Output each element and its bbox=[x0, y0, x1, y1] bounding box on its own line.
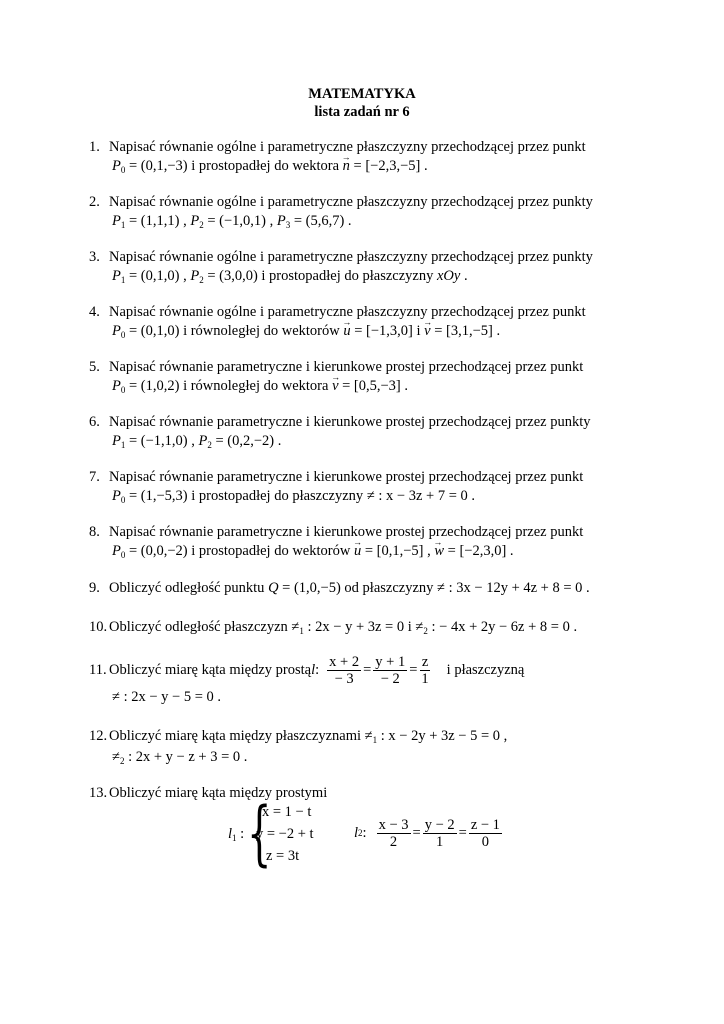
system-brace: { bbox=[247, 792, 272, 874]
task-text: Obliczyć odległość punktu Q = (1,0,−5) od płaszczyzny ≠ : 3x − 12y + 4z + 8 = 0 . bbox=[109, 580, 590, 596]
task-text: Napisać równanie parametryczne i kierunkowe prostej przechodzącej przez punkt bbox=[109, 359, 584, 375]
equation: z = 3t bbox=[266, 848, 300, 864]
task-formula-line2: ≠ : 2x − y − 5 = 0 . bbox=[112, 689, 222, 705]
fraction: $\frac{x - 3}{2}$ bbox=[378, 816, 409, 850]
task-number: 1. bbox=[89, 139, 100, 155]
line-l2-formula: l 2 : $\frac{x - 3}{2}$ = $\frac{y - 2}{1}$ = $\frac{z - 1}{0}$ bbox=[354, 816, 500, 850]
task-text: Obliczyć odległość płaszczyzn $\ne_1$ : 2x − y + 3z = 0 $i \ne_2$ : − 4x + 2y − 6z + 8 = 0 . bbox=[109, 619, 578, 636]
task-text: Napisać równanie ogólne i parametryczne płaszczyzny przechodzącej przez punkt bbox=[109, 304, 586, 320]
task-number: 7. bbox=[89, 469, 100, 485]
task-number: 10. bbox=[89, 619, 108, 635]
task-formula: $\ne_2$ : 2x + y − z + 3 = 0 . bbox=[112, 749, 248, 766]
fraction: $\frac{y + 1}{- 2}$ bbox=[375, 653, 406, 687]
task-number: 8. bbox=[89, 524, 100, 540]
task-formula: $P_0 = (0,0,-2)$ i prostopadłej do wektorów → u = [0,1,−5] , → w = [−2,3,0] . bbox=[112, 542, 514, 564]
page-title: MATEMATYKA bbox=[308, 86, 416, 102]
task-text: Napisać równanie ogólne i parametryczne płaszczyzny przechodzącej przez punkty bbox=[109, 194, 593, 210]
task-number: 11. bbox=[89, 662, 107, 678]
task-text: Napisać równanie parametryczne i kierunkowe prostej przechodzącej przez punkt bbox=[109, 524, 584, 540]
equation: y = −2 + t bbox=[256, 826, 314, 842]
equation: x = 1 − t bbox=[262, 804, 312, 820]
task-formula: $P_0 = (1,-5,3)$ i prostopadłej do płaszczyzny ≠ : x − 3z + 7 = 0 . bbox=[112, 488, 476, 505]
task-formula: $P_0 = (0,1,0)$ i równoległej do wektorów → u = [−1,3,0] i → v = [3,1,−5] . bbox=[112, 322, 500, 344]
fraction: $\frac{y - 2}{1}$ bbox=[424, 816, 455, 850]
task-text: Napisać równanie parametryczne i kierunkowe prostej przechodzącej przez punkt bbox=[109, 469, 584, 485]
task-formula: $P_0 = (0,1,-3)$ i prostopadłej do wektora → n = [−2,3,−5] . bbox=[112, 157, 428, 179]
task-formula: $P_0 = (1,0,2)$ i równoległej do wektora → v = [0,5,−3] . bbox=[112, 377, 408, 399]
task-text: Napisać równanie ogólne i parametryczne płaszczyzny przechodzącej przez punkt bbox=[109, 139, 586, 155]
task-number: 13. bbox=[89, 785, 108, 801]
task-number: 4. bbox=[89, 304, 100, 320]
task-formula: $P_1 = (0,1,0)$ , $P_2 = (3,0,0)$ i prostopadłej do płaszczyzny xOy . bbox=[112, 268, 468, 285]
task-text: Obliczyć miarę kąta między prostymi bbox=[109, 785, 328, 801]
fraction: $\frac{x + 2}{- 3}$ bbox=[329, 653, 360, 687]
task-formula: $P_1 = (1,1,1)$ , $P_2 = (-1,0,1)$ , $P_3 = (5,6,7)$ . bbox=[112, 213, 352, 230]
task-number: 3. bbox=[89, 249, 100, 265]
task-text: Obliczyć miarę kąta między płaszczyznami $\ne_1$ : x − 2y + 3z − 5 = 0 , bbox=[109, 728, 508, 745]
task-text: Napisać równanie ogólne i parametryczne płaszczyzny przechodzącej przez punkty bbox=[109, 249, 593, 265]
task-formula: Obliczyć miarę kąta między prostą l : $\frac{x + 2}{- 3}$ = $\frac{y + 1}{- 2}$ = $\frac{z}{1}$ i płaszczyzną bbox=[109, 653, 525, 687]
task-number: 2. bbox=[89, 194, 100, 210]
task-formula: $P_1 = (-1,1,0)$ , $P_2 = (0,2,-2)$ . bbox=[112, 433, 282, 450]
task-number: 6. bbox=[89, 414, 100, 430]
task-number: 9. bbox=[89, 580, 100, 596]
task-number: 5. bbox=[89, 359, 100, 375]
page-subtitle: lista zadań nr 6 bbox=[314, 104, 410, 120]
task-number: 12. bbox=[89, 728, 108, 744]
fraction: $\frac{z}{1}$ bbox=[421, 653, 429, 687]
fraction: $\frac{z - 1}{0}$ bbox=[470, 816, 500, 850]
task-text: Napisać równanie parametryczne i kierunkowe prostej przechodzącej przez punkty bbox=[109, 414, 591, 430]
line-l1-label: $l_1$ : bbox=[228, 826, 245, 843]
